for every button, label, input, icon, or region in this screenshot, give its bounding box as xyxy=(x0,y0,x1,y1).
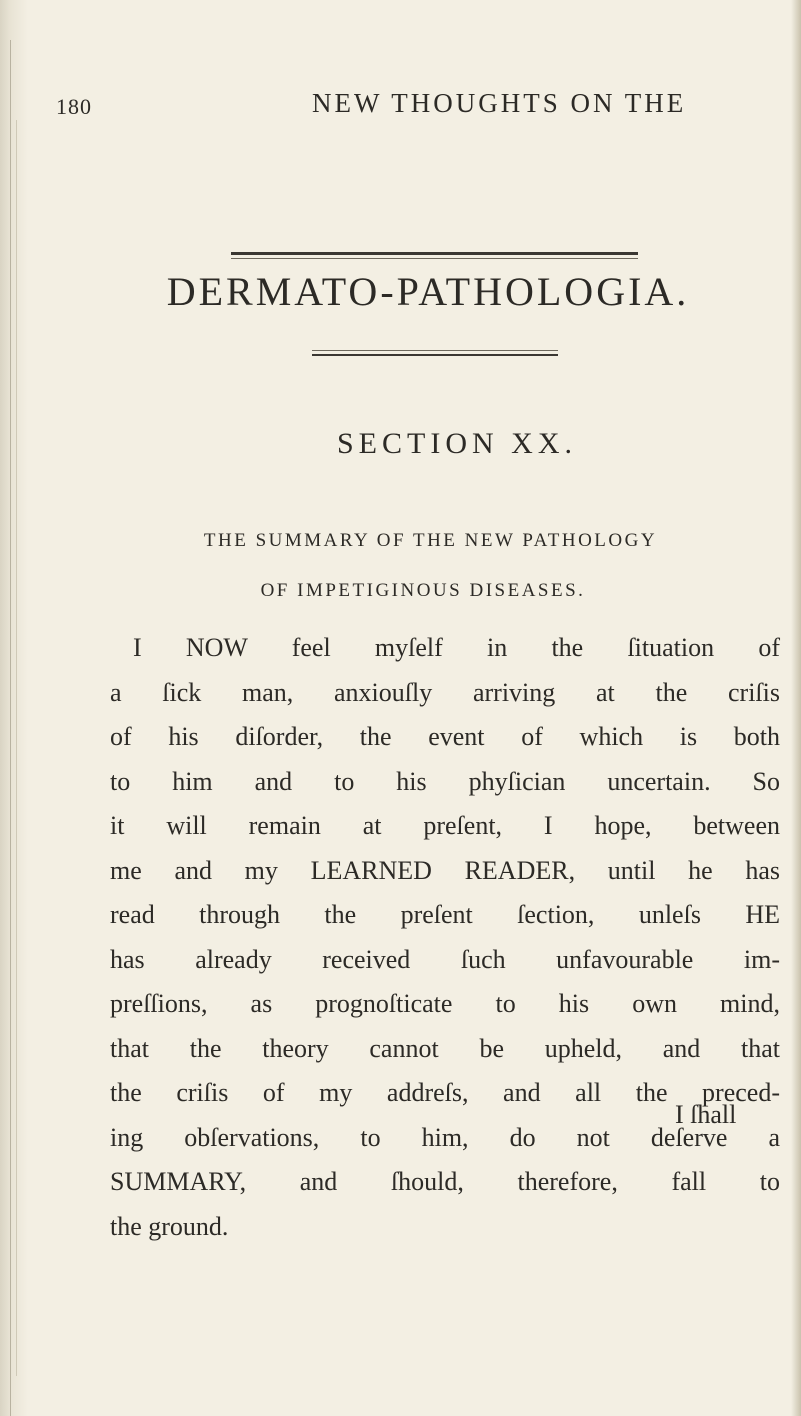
section-rule-thin xyxy=(312,350,558,351)
page-number: 180 xyxy=(56,94,92,119)
page-header xyxy=(56,88,761,128)
section-subtitle-line-2: OF IMPETIGINOUS DISEASES. xyxy=(260,580,586,601)
body-line: it will remain at preſent, I hope, between xyxy=(110,811,780,840)
page-title: DERMATO-PATHOLOGIA. xyxy=(166,269,690,314)
body-line: of his diſorder, the event of which is both xyxy=(110,722,780,751)
catchword: I ſhall xyxy=(675,1100,737,1129)
body-line: SUMMARY, and ſhould, therefore, fall to xyxy=(110,1167,780,1196)
running-head: NEW THOUGHTS ON THE xyxy=(312,88,687,118)
body-line: ing obſervations, to him, do not deſerve a xyxy=(110,1122,780,1152)
body-line: me and my LEARNED READER, until he has xyxy=(110,855,780,885)
section-rule-thick xyxy=(312,354,558,356)
body-line: preſſions, as prognoſticate to his own mind, xyxy=(110,989,780,1018)
section-subtitle-line-1: THE SUMMARY OF THE NEW PATHOLOGY xyxy=(203,530,658,551)
title-rule-thick xyxy=(231,252,638,255)
title-rule-thin xyxy=(231,258,638,259)
body-line: the criſis of my addreſs, and all the preced- xyxy=(110,1078,780,1107)
binding-line xyxy=(10,40,11,1416)
body-line: to him and to his phyſician uncertain. So xyxy=(110,766,780,796)
body-line: a ſick man, anxiouſly arriving at the criſis xyxy=(110,677,780,707)
body-line: read through the preſent ſection, unleſs HE xyxy=(110,900,780,929)
page-right-edge xyxy=(791,0,801,1416)
body-line: has already received ſuch unfavourable im- xyxy=(110,944,780,974)
body-line: I NOW feel myſelf in the ſituation of xyxy=(133,633,780,662)
page-left-edge xyxy=(0,0,28,1416)
section-heading: SECTION XX. xyxy=(337,427,577,460)
body-paragraph xyxy=(110,626,780,1249)
body-line: the ground. xyxy=(110,1211,229,1241)
body-line: that the theory cannot be upheld, and that xyxy=(110,1033,780,1063)
